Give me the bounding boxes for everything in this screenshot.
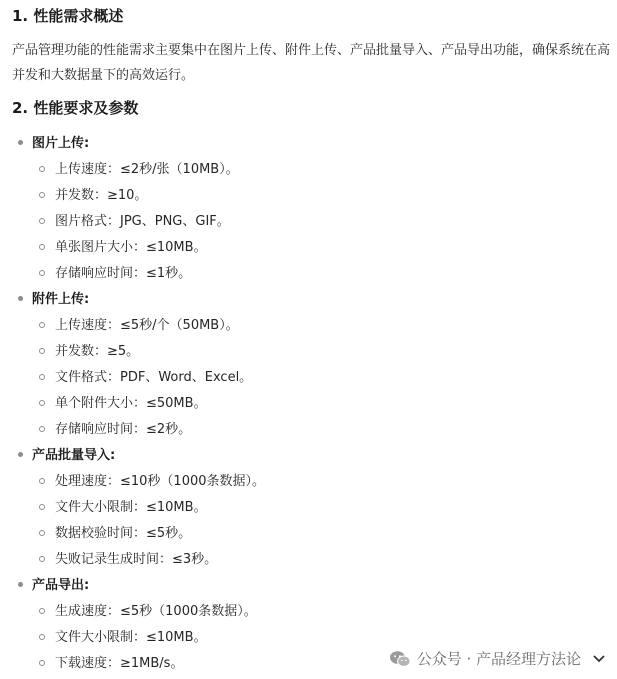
- circle-bullet-icon: [39, 166, 45, 172]
- list-item: [12, 391, 207, 417]
- list-item-text: 并发数：≥10。: [55, 188, 148, 203]
- category-colon: :: [84, 578, 90, 593]
- category-colon: :: [84, 136, 90, 151]
- circle-bullet-icon: [39, 218, 45, 224]
- list-item-text: 上传速度：≤5秒/个（50MB）。: [55, 318, 239, 333]
- list-item-text: 单张图片大小：≤10MB。: [55, 240, 207, 255]
- circle-bullet-icon: [39, 608, 45, 614]
- section-heading-overview: 1. 性能需求概述: [12, 7, 124, 25]
- category-batch-import: [12, 443, 115, 469]
- list-item: [12, 521, 191, 547]
- category-colon: :: [110, 448, 116, 463]
- list-item-text: 并发数：≥5。: [55, 344, 140, 359]
- circle-bullet-icon: [39, 322, 45, 328]
- bullet-icon: [18, 452, 23, 457]
- list-item-text: 存储响应时间：≤1秒。: [55, 266, 192, 281]
- circle-bullet-icon: [39, 478, 45, 484]
- list-item: [12, 183, 147, 209]
- list-item-text: 文件格式：PDF、Word、Excel。: [55, 370, 253, 385]
- list-item: [12, 547, 217, 573]
- list-item-text: 图片格式：JPG、PNG、GIF。: [55, 214, 230, 229]
- list-item-text: 上传速度：≤2秒/张（10MB）。: [55, 162, 239, 177]
- circle-bullet-icon: [39, 426, 45, 432]
- list-item: [12, 157, 239, 183]
- category-product-export: [12, 573, 89, 599]
- list-item: [12, 235, 207, 261]
- watermark-text: 公众号 · 产品经理方法论: [416, 650, 581, 668]
- list-item: [12, 495, 207, 521]
- category-attachment-upload: [12, 287, 89, 313]
- category-label: 产品导出: [32, 578, 85, 593]
- list-item: [12, 625, 207, 651]
- list-item-text: 失败记录生成时间：≤3秒。: [55, 552, 218, 567]
- list-item: [12, 599, 257, 625]
- circle-bullet-icon: [39, 504, 45, 510]
- circle-bullet-icon: [39, 244, 45, 250]
- category-label: 图片上传: [32, 136, 85, 151]
- wechat-icon: [389, 650, 411, 668]
- list-item-text: 下载速度：≥1MB/s。: [55, 656, 184, 671]
- bullet-icon: [18, 582, 23, 587]
- bullet-icon: [18, 140, 23, 145]
- official-account-watermark: [389, 648, 607, 669]
- circle-bullet-icon: [39, 556, 45, 562]
- circle-bullet-icon: [39, 530, 45, 536]
- category-image-upload: [12, 131, 89, 157]
- list-item-text: 文件大小限制：≤10MB。: [55, 500, 207, 515]
- category-colon: :: [84, 292, 90, 307]
- circle-bullet-icon: [39, 270, 45, 276]
- section-heading-parameters: 2. 性能要求及参数: [12, 99, 139, 117]
- list-item: [12, 651, 183, 677]
- list-item: [12, 469, 265, 495]
- circle-bullet-icon: [39, 634, 45, 640]
- list-item-text: 生成速度：≤5秒（1000条数据）。: [55, 604, 257, 619]
- list-item-text: 单个附件大小：≤50MB。: [55, 396, 207, 411]
- category-label: 附件上传: [32, 292, 85, 307]
- chevron-down-icon[interactable]: [591, 651, 607, 667]
- list-item-text: 文件大小限制：≤10MB。: [55, 630, 207, 645]
- category-label: 产品批量导入: [32, 448, 111, 463]
- list-item: [12, 313, 239, 339]
- list-item-text: 存储响应时间：≤2秒。: [55, 422, 192, 437]
- list-item: [12, 339, 139, 365]
- circle-bullet-icon: [39, 192, 45, 198]
- bullet-icon: [18, 296, 23, 301]
- list-item: [12, 209, 230, 235]
- list-item: [12, 365, 252, 391]
- intro-paragraph: 产品管理功能的性能需求主要集中在图片上传、附件上传、产品批量导入、产品导出功能，确保系统在高并发和大数据量下的高效运行。: [12, 43, 611, 83]
- list-item-text: 处理速度：≤10秒（1000条数据）。: [55, 474, 266, 489]
- circle-bullet-icon: [39, 374, 45, 380]
- list-item: [12, 261, 191, 287]
- circle-bullet-icon: [39, 400, 45, 406]
- list-item-text: 数据校验时间：≤5秒。: [55, 526, 192, 541]
- list-item: [12, 417, 191, 443]
- circle-bullet-icon: [39, 348, 45, 354]
- circle-bullet-icon: [39, 660, 45, 666]
